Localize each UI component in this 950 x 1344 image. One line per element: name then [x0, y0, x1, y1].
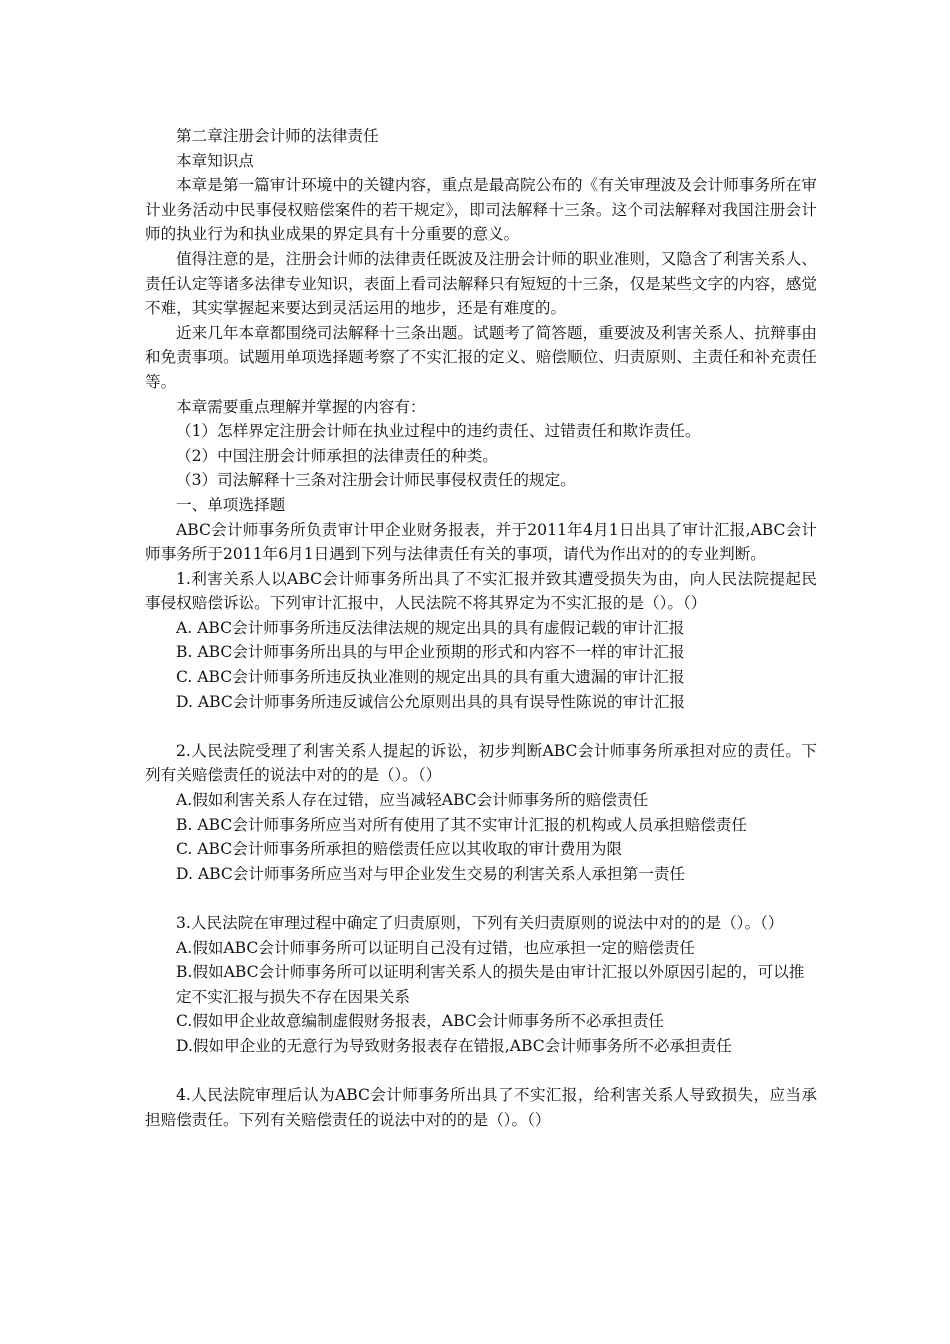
section-heading-single-choice: 一、单项选择题	[176, 495, 286, 514]
question-option: C. ABC会计师事务所承担的赔偿责任应以其收取的审计费用为限	[176, 840, 623, 859]
blank-line	[145, 886, 817, 911]
question-option: D.假如甲企业的无意行为导致财务报表存在错报,ABC会计师事务所不必承担责任	[176, 1036, 732, 1055]
intro-paragraph: 本章需要重点理解并掌握的内容有：	[176, 397, 426, 416]
chapter-title: 第二章注册会计师的法律责任	[176, 127, 379, 145]
blank-line	[145, 1059, 817, 1084]
question-option: C. ABC会计师事务所违反执业准则的规定出具的具有重大遗漏的审计汇报	[176, 668, 685, 687]
question-option: B.假如ABC会计师事务所可以证明利害关系人的损失是由审计汇报以外原因引起的，可以推定不实汇报与损失不存在因果关系	[176, 963, 805, 1006]
question-stem: 1.利害关系人以ABC会计师事务所出具了不实汇报并致其遭受损失为由，向人民法院提起民事侵权赔偿诉讼。下列审计汇报中，人民法院不将其界定为不实汇报的是（）。（）	[145, 569, 817, 613]
section-heading-knowledge: 本章知识点	[176, 151, 254, 170]
intro-paragraph: 本章是第一篇审计环境中的关键内容，重点是最高院公布的《有关审理波及会计师事务所在审计业务活动中民事侵权赔偿案件的若干规定》，即司法解释十三条。这个司法解释对我国注册会计师的执业行为和执业成果的界定具有十分重要的意义。	[145, 176, 817, 244]
key-point: （3）司法解释十三条对注册会计师民事侵权责任的规定。	[176, 471, 576, 490]
question-option: A.假如ABC会计师事务所可以证明自己没有过错，也应承担一定的赔偿责任	[176, 938, 695, 957]
intro-paragraph: 近来几年本章都围绕司法解释十三条出题。试题考了简答题，重要波及利害关系人、抗辩事由和免责事项。试题用单项选择题考察了不实汇报的定义、赔偿顺位、归责原则、主责任和补充责任等。	[145, 323, 817, 391]
question-stem: 3.人民法院在审理过程中确定了归责原则，下列有关归责原则的说法中对的的是（）。（）	[176, 914, 784, 932]
question-option: C.假如甲企业故意编制虚假财务报表，ABC会计师事务所不必承担责任	[176, 1012, 664, 1031]
question-option: D. ABC会计师事务所应当对与甲企业发生交易的利害关系人承担第一责任	[176, 864, 686, 883]
document-page	[145, 124, 817, 1132]
blank-line	[145, 714, 817, 739]
key-point: （2）中国注册会计师承担的法律责任的种类。	[176, 446, 498, 465]
intro-paragraph: 值得注意的是，注册会计师的法律责任既波及注册会计师的职业准则，又隐含了利害关系人、责任认定等诸多法律专业知识，表面上看司法解释只有短短的十三条，仅是某些文字的内容，感觉不难，其实掌握起来要达到灵活运用的地步，还是有难度的。	[145, 249, 817, 318]
question-option: B. ABC会计师事务所出具的与甲企业预期的形式和内容不一样的审计汇报	[176, 643, 685, 662]
key-point: （1）怎样界定注册会计师在执业过程中的违约责任、过错责任和欺诈责任。	[176, 422, 701, 441]
case-background: ABC会计师事务所负责审计甲企业财务报表，并于2011年4月1日出具了审计汇报,ABC会计师事务所于2011年6月1日遇到下列与法律责任有关的事项，请代为作出对的的专业判断。	[145, 520, 817, 564]
question-stem: 2.人民法院受理了利害关系人提起的诉讼，初步判断ABC会计师事务所承担对应的责任。下列有关赔偿责任的说法中对的的是（）。（）	[145, 741, 817, 785]
question-option: B. ABC会计师事务所应当对所有使用了其不实审计汇报的机构或人员承担赔偿责任	[176, 815, 747, 834]
question-stem: 4.人民法院审理后认为ABC会计师事务所出具了不实汇报，给利害关系人导致损失，应当承担赔偿责任。下列有关赔偿责任的说法中对的的是（）。（）	[145, 1086, 817, 1129]
question-option: A. ABC会计师事务所违反法律法规的规定出具的具有虚假记载的审计汇报	[176, 618, 685, 637]
question-option: A.假如利害关系人存在过错，应当减轻ABC会计师事务所的赔偿责任	[176, 791, 649, 810]
question-option: D. ABC会计师事务所违反诚信公允原则出具的具有误导性陈说的审计汇报	[176, 692, 686, 711]
